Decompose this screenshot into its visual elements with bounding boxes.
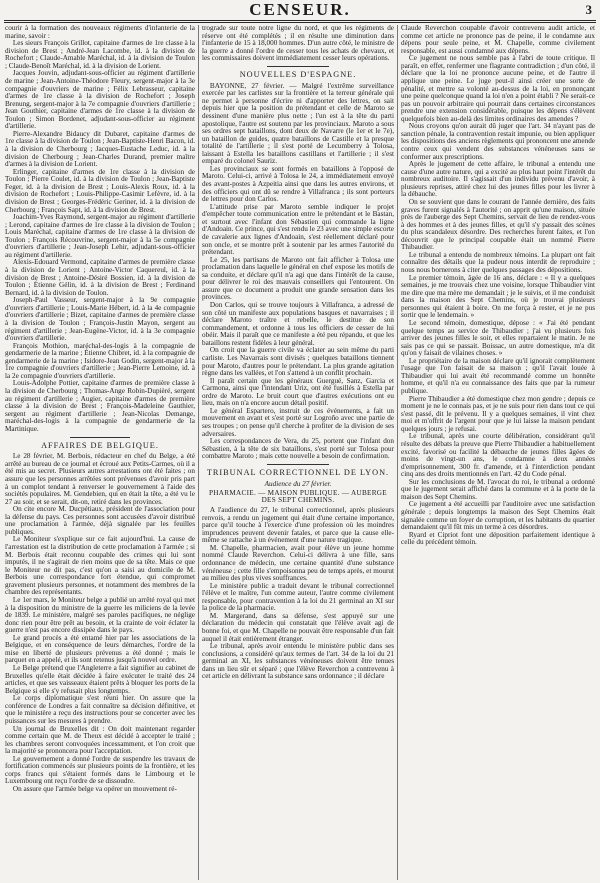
- article-paragraph-continued: courir à la formation des nouveaux régiments d'infanterie de la marine, savoir :: [5, 25, 195, 40]
- article-paragraph: Les provinciaux se sont formés en bataillons à l'opposé de Maroto. Celui-ci, arrivé à Tolosa le 24, a immédiatement envoyé des avant-postes à Azpeitia ainsi que dans les autres environs, et des officiers qui ont dû se rendre à Villafranca ; ils sont porteurs de lettres pour don Carlos.: [202, 164, 394, 204]
- section-divider: [267, 464, 328, 465]
- masthead: [0, 0, 600, 21]
- article-paragraph: Il paraît certain que les généraux Guergué, Sanz, Garcia et Carmona, ainsi que l'intendant Uriz, ont été fusillés à Estella par ordre de Maroto. Le bruit court que d'autres exécutions ont eu lieu, mais on n'a encore aucun détail positif.: [202, 376, 394, 408]
- article-paragraph: Alexis-Edouard Vermond, capitaine d'armes de première classe à la division de Lorient ; Antoine-Victor Caquereul, id. à la division de Brest ; Antoine-Désiré Bossien, id. à la division de Toulon ; Étienne Gélin, id. à la division de Brest ; Ferdinand Bernard, id. à la division de Toulon.: [5, 258, 195, 297]
- article-paragraph: Pierre-Alexandre Bidaucy dit Dubaret, capitaine d'armes de 1re classe à la division de Toulon ; Jean-Baptiste-Henri Bacon, id. à la division de Cherbourg ; Jacques-Eustache Leduc, id. à la division de Cherbourg ; Jean-Charles Durand, premier maître d'armes à la division de Lorient.: [5, 129, 195, 169]
- section-caption: PHARMACIE. — MAISON PUBLIQUE. — AUBERGE DES SEPT CHEMINS.: [209, 488, 387, 505]
- article-paragraph: Le grand procès a été entamé hier par les associations de la Belgique, et en conséquence de leurs démarches, l'ordre de la mise en liberté de plusieurs prévenus a été donné ; mais le parquet en a appelé, et ils sont retenus jusqu'à nouvel ordre.: [5, 633, 195, 665]
- column-left: [5, 25, 195, 880]
- article-paragraph: Le tribunal, après une courte délibération, considérant qu'il résulte des débats la preuve que Pierre Thibaudier a habituellement excité, favorisé ou facilité la débauche de jeunes filles âgées de moins de vingt-un ans, le condamne à deux années d'emprisonnement, 300 fr. d'amende, et à l'interdiction pendant cinq ans des droits mentionnés en l'art. 42 du Code pénal.: [401, 432, 595, 479]
- article-paragraph: On cite encore M. Ducpétiaux, président de l'association pour la défense du pays. Ces personnes sont accusées d'avoir distribué une proclamation à l'armée, déjà signalée par les feuilles publiques.: [5, 505, 195, 536]
- article-paragraph: Ce jugement ne nous semble pas à l'abri de toute critique. Il paraît, en effet, renfermer une flagrante contradiction ; d'un côté, il déclare que la loi ne prononce aucune peine, et de l'autre il applique une peine. Le juge peut-il ainsi créer une sorte de pénalité, et mettre sa volonté au-dessus de la loi, en prononçant une peine quelconque quand la loi n'en a point établi ? Ne serait-ce pas un pouvoir arbitraire qui pourrait dans certaines circonstances prendre une extension considérable, puisque les dépens s'élèvent quelquefois bien au-delà des limites ordinaires des amendes ?: [401, 54, 595, 123]
- article-paragraph: M. Chapelle, pharmacien, avait pour élève un jeune homme nommé Claude Reverchon. Celui-ci délivra à une fille, sans ordonnance de médecin, une certaine quantité d'une substance vénéneuse ; cette fille s'empoisonna peu de temps après, et mourut au milieu des plus vives souffrances.: [202, 543, 394, 583]
- article-paragraph: Le Belge prétend que l'Angleterre a fait signifier au cabinet de Bruxelles qu'elle était décidée à faire exécuter le traité des 24 articles, et que ses vaisseaux étaient prêts à bloquer les ports de la Belgique si elle s'y refusait plus longtemps.: [5, 664, 195, 695]
- section-subheading: Audience du 27 février.: [264, 479, 332, 488]
- article-paragraph: Jacques Jouvin, adjudant-sous-officier au régiment d'artillerie de marine ; Jean-Antoine-Théodore Fleury, sergent-major à la 3e compagnie d'ouvriers de marine ; Félix Lebrasseur, capitaine d'armes de 1re classe à la division de Rochefort ; Joseph Brenung, sergent-major à la 7e compagnie d'ouvriers d'artillerie ; Jean Gouthier, capitaine d'armes de 1re classe à la division de Toulon ; Simon Bordenet, adjudant-sous-officier au régiment d'artillerie.: [5, 69, 195, 131]
- article-paragraph: Un journal de Bruxelles dit : On doit maintenant regarder comme certain que M. de Theux est décidé à accepter le traité ; les chambres seront convoquées incessamment, et l'on croit que la majorité se prononcera pour l'acceptation.: [5, 724, 195, 756]
- article-paragraph: Joseph-Paul Vasseur, sergent-major à la 9e compagnie d'ouvriers d'artillerie ; Louis-Marie Hébert, id. à la 4e compagnie d'ouvriers d'artillerie ; Bizet, capitaine d'armes de première classe à la division de Toulon ; François-Justin Mayon, sergent au régiment d'artillerie ; Jean-Eugène-Victor, id. à la 3e compagnie d'ouvriers d'artillerie.: [5, 296, 195, 343]
- article-paragraph: Le corps diplomatique s'est réuni hier. On assure que la conférence de Londres a fait connaître sa décision définitive, et que le ministère a reçu des instructions pour se concerter avec les puissances sur les mesures à prendre.: [5, 694, 195, 725]
- article-paragraph: Le ministère public a traduit devant le tribunal correctionnel l'élève et le maître, l'un comme auteur, l'autre comme civilement responsable, pour contravention à la loi du 21 germinal an XI sur la police de la pharmacie.: [202, 581, 394, 613]
- article-paragraph: Pierre Thibaudier a été domestique chez mon gendre ; depuis ce moment je ne le connais pas, et je ne suis pour rien dans tout ce qui s'est passé, dit le prévenu. Il y a quelques semaines, il vint chez moi et m'offrit de l'argent pour que je lui laisse la maison pendant quelques jours ; je refusai.: [401, 394, 595, 433]
- column-divider: [198, 25, 199, 880]
- section-heading: NOUVELLES D'ESPAGNE.: [239, 70, 357, 80]
- section-heading: AFFAIRES DE BELGIQUE.: [41, 440, 159, 450]
- article-paragraph: On assure que l'armée belge va opérer un mouvement ré-: [12, 785, 177, 794]
- page-number: 3: [585, 2, 592, 17]
- article-paragraph: Ce jugement a été accueilli par l'auditoire avec une satisfaction générale ; depuis longtemps la maison des Sept Chemins était signalée comme un foyer de corruption, et les habitants du quartier demandaient qu'il fût mis un terme à ces désordres.: [401, 500, 595, 532]
- article-paragraph: Ryard et Cipriot font une déposition parfaitement identique à celle du précédent témoin.: [401, 530, 595, 547]
- article-paragraph: Après le jugement de cette affaire, le tribunal a entendu une cause d'une autre nature, qui a excité au plus haut point l'intérêt du nombreux auditoire. Il s'agissait d'un individu prévenu d'avoir, à plusieurs reprises, attiré chez lui des jeunes filles pour les livrer à la débauche.: [401, 160, 595, 199]
- article-paragraph: Joachim-Yves Raymond, sergent-major au régiment d'artillerie ; Lerond, capitaine d'armes de 1re classe à la division de Toulon ; Louis Maréchal, capitaine d'armes de 1re classe à la division de Toulon ; François Récouvrine, sergent-major à la 5e compagnie d'ouvriers d'artillerie ; Jean-Joseph Lehir, adjudant-sous-officier au régiment d'artillerie.: [5, 213, 195, 259]
- article-paragraph: Nous croyons qu'on aurait dû juger que l'art. 34 n'ayant pas de sanction pénale, la contravention restait impunie, ou bien appliquer les dispositions des anciens règlements qui prononcent une amende contre ceux qui vendent des substances vénéneuses sans se conformer aux prescriptions.: [401, 122, 595, 161]
- column-middle: [202, 25, 394, 880]
- section-heading: TRIBUNAL CORRECTIONNEL DE LYON.: [206, 468, 390, 478]
- article-paragraph: Les correspondances de Vera, du 25, portent que l'infant don Sébastien, à la tête de six bataillons, s'est porté sur Tolosa pour combattre Maroto ; mais cette nouvelle a besoin de confirmation.: [202, 437, 394, 461]
- masthead-double-rule: [4, 20, 596, 23]
- article-paragraph-continued: trograde sur toute notre ligne du nord, et que les régiments de réserve ont été complétés ; il en résulte une diminution dans l'infanterie de 15 à 18,000 hommes. D'un autre côté, le ministre de la guerre a donné l'ordre de cesser tous les achats de chevaux, et les commissaires doivent immédiatement cesser leurs opérations.: [202, 25, 394, 63]
- article-paragraph: L'attitude prise par Maroto semble indiquer le projet d'empêcher toute communication entre le prétendant et le Bastan, et surtout avec l'infant don Sébastien qui commande la ligne d'Andoain. Ce prince, qui s'est rendu le 23 avec une simple escorte de cavalerie aux lignes d'Andoain, s'est réellement déclaré pour son oncle, et se montre prêt à soutenir par les armes l'autorité du prétendant.: [202, 202, 394, 257]
- article-paragraph: A l'audience du 27, le tribunal correctionnel, après plusieurs renvois, a rendu un jugement qui était d'une certaine importance, parce qu'il touche à l'exercice d'une profession où les moindres imprudences peuvent devenir fatales, et parce que la cause elle-même se rattache à un événement d'une nature tragique.: [202, 506, 394, 545]
- article-paragraph: Le premier témoin, âgée de 16 ans, déclare : « Il y a quelques semaines, je me trouvais chez une voisine, lorsque Thibaudier vint me dire que ma mère me demandait ; je le suivis, et il me conduisit dans la maison des Sept Chemins, où je trouvai plusieurs personnes qui étaient à boire. On me força à rester, et je ne pus sortir que le lendemain. »: [401, 273, 595, 320]
- article-paragraph: Sur les conclusions de M. l'avocat du roi, le tribunal a ordonné que le jugement serait affiché dans la commune et à la porte de la maison des Sept Chemins.: [401, 477, 595, 501]
- article-paragraph: On se souvient que dans le courant de l'année dernière, des faits graves furent signalés à l'autorité ; on apprit qu'une maison, située près de l'auberge des Sept Chemins, servait de lieu de rendez-vous à des hommes et à des jeunes filles, et qu'il s'y passait des scènes du plus scandaleux désordre. Des recherches furent faites, et l'on découvrit que le principal coupable était un nommé Pierre Thibaudier.: [401, 197, 595, 252]
- article-paragraph: François Mothion, maréchal-des-logis à la compagnie de gendarmerie de la marine ; Étienne Chibret, id. à la compagnie de gendarmerie de la marine ; Isidore-Jean Godin, sergent-major à la 1re compagnie d'ouvriers d'artillerie ; Jean-Pierre Lemoine, id. à la 2e compagnie d'ouvriers d'artillerie.: [5, 341, 195, 380]
- article-paragraph: Le second témoin, domestique, dépose : « J'ai été pendant quelque temps au service de Thibaudier ; j'ai vu plusieurs fois arriver des jeunes filles le soir, et elles repartaient le matin. Je ne sais pas ce qui se passait. Boissac, un autre domestique, m'a dit qu'on y faisait de vilaines choses. »: [401, 318, 595, 358]
- article-paragraph: Don Carlos, qui se trouve toujours à Villafranca, a adressé de son côté un manifeste aux populations basques et navarraises ; il déclare Maroto traître et rebelle, le destitue de son commandement, et ordonne à tous les officiers de cesser de lui obéir. Mais il paraît que ce manifeste a été peu répandu, et que les bataillons restent fidèles à leur général.: [202, 301, 394, 347]
- article-paragraph: Le propriétaire de la maison déclare qu'il ignorait complètement l'usage que l'on faisait de sa maison ; qu'il l'avait louée à Thibaudier qui lui avait été recommandé comme un honnête homme, et qu'il n'a eu connaissance des faits que par la rumeur publique.: [401, 356, 595, 395]
- article-paragraph: Les sieurs François Grillot, capitaine d'armes de 1re classe à la division de Brest ; André-Jean Lacombe, id. à la division de Rochefort ; Claude-Amable Maréchal, id. à la division de Toulon ; Claude-Benoît Maréchal, id. à la division de Lorient.: [5, 39, 195, 70]
- article-paragraph: Erlinger, capitaine d'armes de 1re classe à la division de Toulon ; Pierre Coulet, id. à la division de Toulon ; Jean-Baptiste Feger, id. à la division de Brest ; Louis-Alexis Roux, id. à la division de Rochefort ; Louis-Philippe-Casimir Lefèvre, id. à la division de Brest ; Georges-Frédéric Geriner, id. à la division de Cherbourg ; François Sapt, id. à la division de Brest.: [5, 167, 195, 214]
- column-right: [401, 25, 595, 880]
- article-paragraph: Le 25, les partisans de Maroto ont fait afficher à Tolosa une proclamation dans laquelle le général en chef expose les motifs de sa conduite, et déclare qu'il n'a agi que dans l'intérêt de la cause, pour délivrer le roi des mauvais conseillers qui l'entourent. On assure que ce document a produit une grande sensation dans les provinces.: [202, 255, 394, 302]
- article-paragraph: M. Margerand, dans sa défense, s'est appuyé sur une déclaration du médecin qui constatait que l'élève avait agi de bonne foi, et que M. Chapelle ne pouvait être responsable d'un fait auquel il était entièrement étranger.: [202, 611, 394, 643]
- article-paragraph: Le 28 février, M. Berbois, rédacteur en chef du Belge, a été arrêté au bureau de ce journal et écroué aux Petits-Carmes, où il a été mis au secret. Plusieurs autres arrestations ont été faites ; on assure que les personnes arrêtées sont prévenues d'avoir pris part à un complot tendant à renverser le gouvernement à l'aide des sociétés populaires. M. Gendebien, qui en était la tête, a été vu le 27 au soir, et se serait, dit-on, retiré dans les provinces.: [5, 452, 195, 506]
- article-paragraph: Le Moniteur s'explique sur ce fait aujourd'hui. La cause de l'arrestation est la distribution de cette proclamation à l'armée ; si M. Berbois était reconnu coupable des crimes qui lui sont imputés, il ne s'agirait de rien moins que de sa tête. Mais ce que le Moniteur ne dit pas, c'est qu'on a saisi au domicile de M. Berbois une correspondance fort étendue, qui compromet gravement plusieurs personnes, et notamment des membres de la chambre des représentants.: [5, 535, 195, 597]
- article-paragraph: Le tribunal a entendu de nombreux témoins. La plupart ont fait connaître des détails que la pudeur nous interdit de reproduire ; nous nous bornerons à citer quelques passages des dépositions.: [401, 250, 595, 274]
- article-paragraph: Le gouvernement a donné l'ordre de suspendre les travaux de fortification commencés sur plusieurs points de la frontière, et les corps francs qui s'étaient formés dans le Limbourg et le Luxembourg ont reçu l'ordre de se dissoudre.: [5, 754, 195, 786]
- column-divider: [397, 25, 398, 880]
- article-paragraph: Louis-Adolphe Pottier, capitaine d'armes de première classe à la division de Cherbourg ; Thomas-Ange Robin-Dupièré, sergent au régiment d'artillerie ; Augier, capitaine d'armes de première classe à la division de Brest ; François-Madeleine Gauthier, sergent au régiment d'artillerie ; Jean-Nicolas Demange, maréchal-des-logis à la compagnie de gendarmerie de la Martinique.: [5, 379, 195, 433]
- article-paragraph: BAYONNE, 27 février. — Malgré l'extrême surveillance exercée par les carlistes sur la frontière et la terreur générale qui ne permet à personne d'écrire ni d'apporter des lettres, on sait depuis hier que la position du prétendant et celle de Maroto se dessinent d'une manière plus nette ; l'un est à la tête du parti apostolique, l'autre est soutenu par les provinciaux. Maroto a sous ses ordres sept bataillons, dont deux de Navarre (le 1er et le 7e), un bataillon de guides, quatre bataillons de Castille et la presque totalité de l'artillerie ; il s'est porté de Lecumberry à Tolosa, laissant à Estella les bataillons castillans et l'artillerie ; il s'est emparé du colonel Sauriz.: [202, 81, 394, 166]
- section-divider: [267, 66, 328, 67]
- section-divider: [70, 437, 131, 438]
- masthead-title: CENSEUR.: [249, 0, 351, 19]
- article-paragraph: Le 1er mars, le Moniteur belge a publié un arrêté royal qui met à la disposition du ministre de la guerre les miliciens de la levée de 1839. Le ministère, malgré ses paroles pacifiques, ne néglige donc rien pour être prêt au besoin, et la crainte de voir éclater la guerre n'est pas encore dissipée dans le pays.: [5, 595, 195, 635]
- article-paragraph-continued: Claude Reverchon coupable d'avoir contrevenu audit article, et comme cet article ne prononce pas de peine, il le condamne aux dépens pour seule peine, et M. Chapelle, comme civilement responsable, est aussi condamné aux dépens.: [401, 25, 595, 55]
- article-paragraph: Le tribunal, après avoir entendu le ministère public dans ses conclusions, a considéré qu'aux termes de l'art. 34 de la loi du 21 germinal an XI, les substances vénéneuses doivent être tenues dans un lieu sûr et séparé ; que l'élève Reverchon a contrevenu à cet article en délivrant la substance sans ordonnance ; il déclare: [202, 642, 394, 681]
- article-paragraph: On croit que la guerre civile va éclater au sein même du parti carliste. Les Navarrais sont divisés ; quelques bataillons tiennent pour Maroto, d'autres pour le prétendant. La plus grande agitation règne dans les vallées, et l'on s'attend à un conflit prochain.: [202, 346, 394, 378]
- article-paragraph: Le général Espartero, instruit de ces événements, a fait un mouvement en avant et s'est porté sur Logroño avec une partie de ses troupes ; on pense qu'il cherche à profiter de la division de ses adversaires.: [202, 406, 394, 438]
